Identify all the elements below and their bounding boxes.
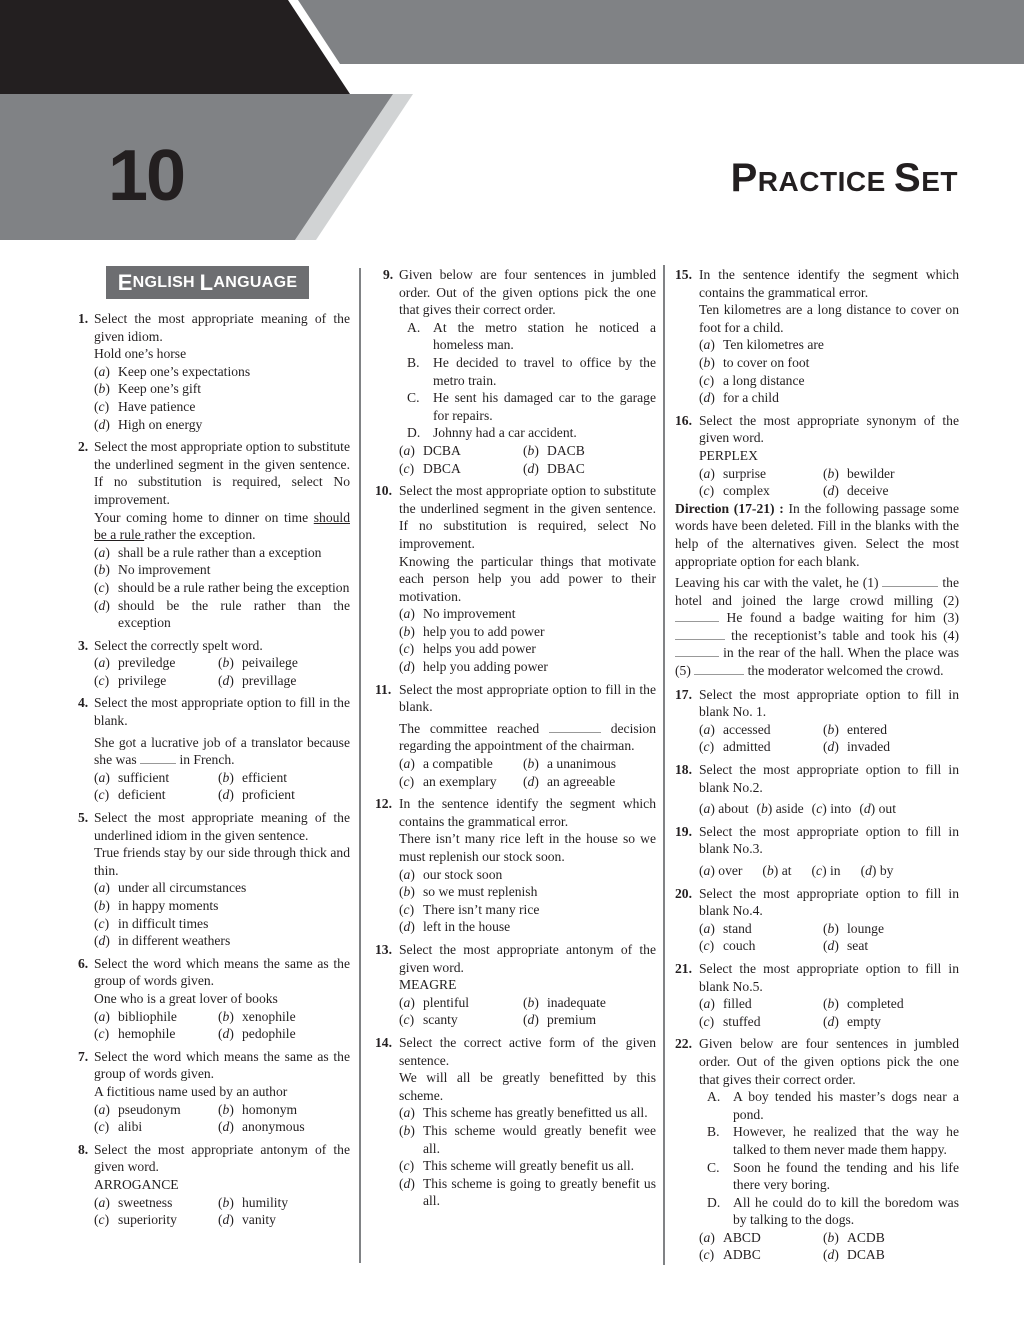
question-stem: Select the most appropriate option to substitute the underlined segment in the given sentence. If no substitution is required, select No improvement. <box>399 483 656 551</box>
question-20 <box>675 885 959 955</box>
question-prompt: PERPLEX <box>699 447 758 463</box>
option-d[interactable]: (d) seat <box>823 938 869 954</box>
option-d[interactable]: (d) in different weathers <box>94 933 231 949</box>
option-c[interactable]: (c) complex <box>699 483 770 499</box>
question-prompt: One who is a great lover of books <box>94 990 278 1006</box>
option-d[interactable]: (d) deceive <box>823 483 889 499</box>
question-stem: In the sentence identify the segment which contains the grammatical error. <box>399 796 656 829</box>
option-d[interactable]: (d) This scheme is going to greatly benefit us all. <box>399 1175 656 1209</box>
option-c[interactable]: (c) privilege <box>94 672 167 688</box>
question-18 <box>675 761 959 818</box>
question-number: 10. <box>375 483 392 499</box>
sentence-d: D. All he could do to kill the boredom was by talking to the dogs. <box>707 1194 959 1228</box>
column-divider <box>359 268 361 1263</box>
blank-1 <box>882 575 938 587</box>
option-c[interactable]: (c) an exemplary <box>399 773 497 789</box>
question-number: 22. <box>675 1036 692 1052</box>
option-c[interactable]: (c) a long distance <box>699 372 805 388</box>
question-number: 13. <box>375 941 392 957</box>
option-a[interactable]: (a) stand <box>699 920 752 936</box>
question-5 <box>78 809 350 950</box>
question-number: 2. <box>78 439 89 455</box>
question-stem: Select the most appropriate option to fill in blank No.5. <box>699 960 959 994</box>
question-prompt: MEAGRE <box>399 977 457 993</box>
column-3 <box>675 266 959 1269</box>
option-d[interactable]: (d) left in the house <box>399 919 511 935</box>
option-c[interactable]: (c) admitted <box>699 739 771 755</box>
option-b[interactable]: (b) This scheme would greatly benefit wee all. <box>399 1122 656 1156</box>
option-d[interactable]: (d) premium <box>523 1012 597 1028</box>
question-prompt: Your coming home to dinner on time should be a rule rather the exception. <box>94 509 350 543</box>
option-b[interactable]: (b) entered <box>823 721 887 737</box>
option-d[interactable]: (d) by <box>860 863 894 878</box>
question-stem: Select the most appropriate option to fill in blank No.2. <box>699 762 959 795</box>
option-a[interactable]: (a) bibliophile <box>94 1008 177 1024</box>
question-number: 9. <box>383 267 394 282</box>
sentence-d: D. Johnny had a car accident. <box>407 425 577 441</box>
option-d[interactable]: (d) invaded <box>823 739 891 755</box>
sentence-c: C. He sent his damaged car to the garage for repairs. <box>407 390 656 423</box>
option-d[interactable]: (d) previllage <box>218 672 297 688</box>
option-b[interactable]: (b) inadequate <box>523 994 606 1010</box>
column-2 <box>375 266 656 1215</box>
option-d[interactable]: (d) pedophile <box>218 1026 296 1042</box>
option-a[interactable]: (a) sufficient <box>94 769 170 785</box>
question-prompt: We will all be greatly benefitted by this scheme. <box>399 1070 656 1103</box>
option-b[interactable]: (b) bewilder <box>823 465 895 481</box>
option-c[interactable]: (c) DBCA <box>399 460 461 476</box>
option-d[interactable]: (d) anonymous <box>218 1119 305 1135</box>
question-stem: Select the most appropriate synonym of the given word. <box>699 412 959 446</box>
chapter-header <box>0 0 1024 245</box>
option-a[interactable]: (a) our stock soon <box>399 866 503 882</box>
blank-3 <box>675 628 725 640</box>
question-14 <box>375 1034 656 1210</box>
question-9 <box>375 266 656 477</box>
sentence-b: B. However, he realized that the way he talked to them never made them happy. <box>707 1124 959 1157</box>
option-b[interactable]: (b) lounge <box>823 920 884 936</box>
option-d[interactable]: (d) proficient <box>218 787 295 803</box>
question-4 <box>78 694 350 804</box>
question-7 <box>78 1048 350 1136</box>
option-c[interactable]: (c) This scheme will greatly benefit us all. <box>399 1158 635 1174</box>
option-c[interactable]: (c) helps you add power <box>399 641 536 657</box>
option-a[interactable]: (a) No improvement <box>399 606 516 622</box>
direction-17-21: Direction (17-21) : In the following passage some words have been deleted. Fill in the blanks with the help of the alternatives given. Select the most appropriate option for each blank. <box>675 500 960 569</box>
option-c[interactable]: (c) stuffed <box>699 1013 761 1029</box>
option-b[interactable]: (b) humility <box>218 1194 289 1210</box>
option-b[interactable]: (b) homonym <box>218 1101 298 1117</box>
question-stem: Select the most appropriate option to fill in blank No.4. <box>699 885 959 919</box>
question-stem: Select the word which means the same as the group of words given. <box>94 955 350 989</box>
option-a[interactable]: (a) plentiful <box>399 994 470 1010</box>
question-12 <box>375 795 656 936</box>
question-number: 5. <box>78 810 89 826</box>
question-number: 1. <box>78 311 89 326</box>
question-number: 8. <box>78 1141 89 1157</box>
sentence-c: C. Soon he found the tending and his life there very boring. <box>707 1159 959 1193</box>
question-stem: Select the most appropriate option to substitute the underlined segment in the given sentence. If no substitution is required, select No improvement. <box>94 439 350 507</box>
question-stem: Given below are four sentences in jumbled order. Out of the given options pick the one that gives their correct order. <box>699 1036 959 1087</box>
option-c[interactable]: (c) alibi <box>94 1119 143 1135</box>
question-prompt: The committee reached decision regarding the appointment of the chairman. <box>399 720 657 754</box>
blank-5 <box>694 663 744 675</box>
option-c[interactable]: (c) superiority <box>94 1212 177 1228</box>
question-prompt: True friends stay by our side through thick and thin. <box>94 845 350 878</box>
option-a[interactable]: (a) shall be a rule rather than a exception <box>94 544 322 560</box>
question-10 <box>375 482 656 676</box>
cloze-passage: Leaving his car with the valet, he (1) the hotel and joined the large crowd milling (2) He found a badge waiting for him (3) the receptionist’s table and took his (4) in the rear of the hall. When the place was (5) the moderator welcomed the crowd. <box>675 575 959 679</box>
question-17 <box>675 686 959 756</box>
option-c[interactable]: (c) ADBC <box>699 1247 761 1263</box>
option-c[interactable]: (c) in <box>811 863 841 878</box>
option-a[interactable]: (a) over <box>699 863 743 878</box>
blank-2 <box>675 610 719 622</box>
question-number: 20. <box>675 885 692 901</box>
question-prompt: Knowing the particular things that motivate each person help you add power to their motivation. <box>399 553 656 604</box>
question-number: 3. <box>78 637 89 653</box>
question-8 <box>78 1141 350 1229</box>
question-11 <box>375 681 656 791</box>
option-a[interactable]: (a) surprise <box>699 465 767 481</box>
column-1 <box>78 310 350 1234</box>
chapter-number: 10 <box>108 136 185 216</box>
question-number: 4. <box>78 695 89 711</box>
sentence-a: A. A boy tended his master’s dogs near a pond. <box>707 1089 959 1122</box>
option-c[interactable]: (c) Have patience <box>94 398 196 414</box>
column-divider <box>663 265 665 1265</box>
option-c[interactable]: (c) in difficult times <box>94 915 209 931</box>
question-prompt: Hold one’s horse <box>94 346 187 362</box>
page-title: PRACTICE SET <box>730 156 958 200</box>
option-a[interactable]: (a) a compatible <box>399 756 493 772</box>
option-b[interactable]: (b) completed <box>823 996 904 1012</box>
question-2 <box>78 438 350 632</box>
question-15 <box>675 266 959 407</box>
option-c[interactable]: (c) couch <box>699 938 756 954</box>
option-a[interactable]: (a) This scheme has greatly benefitted us all. <box>399 1105 648 1121</box>
question-stem: Select the correctly spelt word. <box>94 637 263 653</box>
question-stem: Select the most appropriate option to fill in blank No. 1. <box>699 686 959 720</box>
option-b[interactable]: (b) so we must replenish <box>399 884 538 900</box>
option-b[interactable]: (b) DACB <box>523 442 585 458</box>
question-stem: Select the most appropriate option to fill in blank No.3. <box>699 823 959 857</box>
option-d[interactable]: (d) should be the rule rather than the exception <box>94 597 350 631</box>
question-number: 7. <box>78 1048 89 1064</box>
section-heading-english-language: E NGLISH L ANGUAGE <box>106 266 309 299</box>
question-stem: Select the most appropriate meaning of the given idiom. <box>94 311 350 344</box>
question-number: 21. <box>675 960 692 976</box>
option-d[interactable]: (d) an agreeable <box>523 773 616 789</box>
question-prompt: ARROGANCE <box>94 1176 179 1192</box>
option-c[interactable]: (c) scanty <box>399 1012 458 1028</box>
question-prompt: Ten kilometres are a long distance to cover on foot for a child. <box>699 302 959 335</box>
option-b[interactable]: (b) xenophile <box>218 1008 296 1024</box>
option-b[interactable]: (b) No improvement <box>94 562 211 578</box>
option-a[interactable]: (a) accessed <box>699 721 771 737</box>
option-b[interactable]: (b) in happy moments <box>94 898 219 913</box>
option-d[interactable]: (d) DBAC <box>523 460 585 476</box>
blank-4 <box>675 645 719 657</box>
option-b[interactable]: (b) at <box>762 863 792 878</box>
option-b[interactable]: (b) a unanimous <box>523 756 617 772</box>
option-a[interactable]: (a) ABCD <box>699 1229 761 1245</box>
question-prompt: A fictitious name used by an author <box>94 1083 288 1099</box>
question-stem: Select the most appropriate antonym of the given word. <box>399 941 656 975</box>
question-number: 18. <box>675 762 692 778</box>
question-number: 19. <box>675 823 692 839</box>
question-number: 6. <box>78 955 89 971</box>
option-a[interactable]: (a) under all circumstances <box>94 880 247 896</box>
question-22 <box>675 1035 959 1264</box>
question-1 <box>78 310 350 433</box>
question-stem: Select the word which means the same as the group of words given. <box>94 1048 350 1082</box>
question-3 <box>78 637 350 690</box>
blank <box>549 721 601 733</box>
option-d[interactable]: (d) vanity <box>218 1212 276 1228</box>
question-number: 12. <box>375 796 392 812</box>
question-6 <box>78 955 350 1043</box>
blank <box>140 752 176 764</box>
option-d[interactable]: (d) DCAB <box>823 1247 885 1263</box>
option-c[interactable]: (c) should be a rule rather being the exception <box>94 579 350 595</box>
underlined-segment: should be a rule <box>94 509 350 543</box>
option-a[interactable]: (a) about <box>699 801 749 817</box>
option-d[interactable]: (d) High on energy <box>94 416 203 432</box>
option-c[interactable]: (c) There isn’t many rice <box>399 901 540 917</box>
question-19 <box>675 823 959 880</box>
question-stem: Select the most appropriate option to fill in the blank. <box>399 681 656 715</box>
option-b[interactable]: (b) to cover on foot <box>699 354 810 370</box>
option-a[interactable]: (a) sweetness <box>94 1194 173 1210</box>
question-stem: Select the most appropriate option to fill in the blank. <box>94 695 350 729</box>
option-a[interactable]: (a) filled <box>699 996 752 1012</box>
option-c[interactable]: (c) deficient <box>94 787 166 803</box>
question-number: 17. <box>675 686 692 702</box>
question-prompt: She got a lucrative job of a translator because she was in French. <box>94 734 350 768</box>
question-21 <box>675 960 959 1030</box>
option-a[interactable]: (a) pseudonym <box>94 1101 181 1117</box>
option-b[interactable]: (b) ACDB <box>823 1229 885 1245</box>
question-16 <box>675 412 959 500</box>
question-stem: Given below are four sentences in jumbled order. Out of the given options pick the one that gives their correct order. <box>399 267 656 318</box>
option-a[interactable]: (a) Keep one’s expectations <box>94 363 251 379</box>
option-b[interactable]: (b) efficient <box>218 769 288 785</box>
question-stem: Select the most appropriate meaning of the underlined idiom in the given sentence. <box>94 810 350 843</box>
sentence-b: B. He decided to travel to office by the metro train. <box>407 354 656 388</box>
option-d[interactable]: (d) help you adding power <box>399 659 548 675</box>
question-number: 14. <box>375 1034 392 1050</box>
question-number: 15. <box>675 267 692 282</box>
option-b[interactable]: (b) aside <box>756 801 804 817</box>
option-a[interactable]: (a) DCBA <box>399 442 461 458</box>
question-stem: In the sentence identify the segment which contains the grammatical error. <box>699 267 959 300</box>
option-a[interactable]: (a) previledge <box>94 655 176 671</box>
option-c[interactable]: (c) into <box>811 801 852 817</box>
option-c[interactable]: (c) hemophile <box>94 1026 176 1042</box>
question-number: 11. <box>375 681 392 697</box>
question-stem: Select the most appropriate antonym of the given word. <box>94 1141 350 1175</box>
option-d[interactable]: (d) out <box>859 801 896 817</box>
question-13 <box>375 941 656 1029</box>
question-prompt: There isn’t many rice left in the house so we must replenish our stock soon. <box>399 831 656 864</box>
sentence-a: A. At the metro station he noticed a homeless man. <box>407 319 656 353</box>
question-number: 16. <box>675 412 692 428</box>
question-stem: Select the correct active form of the given sentence. <box>399 1034 656 1068</box>
option-a[interactable]: (a) Ten kilometres are <box>699 337 824 353</box>
option-d[interactable]: (d) empty <box>823 1013 881 1029</box>
option-d[interactable]: (d) for a child <box>699 390 779 406</box>
option-b[interactable]: (b) Keep one’s gift <box>94 381 202 397</box>
option-b[interactable]: (b) help you to add power <box>399 623 545 639</box>
option-b[interactable]: (b) peivailege <box>218 655 298 671</box>
